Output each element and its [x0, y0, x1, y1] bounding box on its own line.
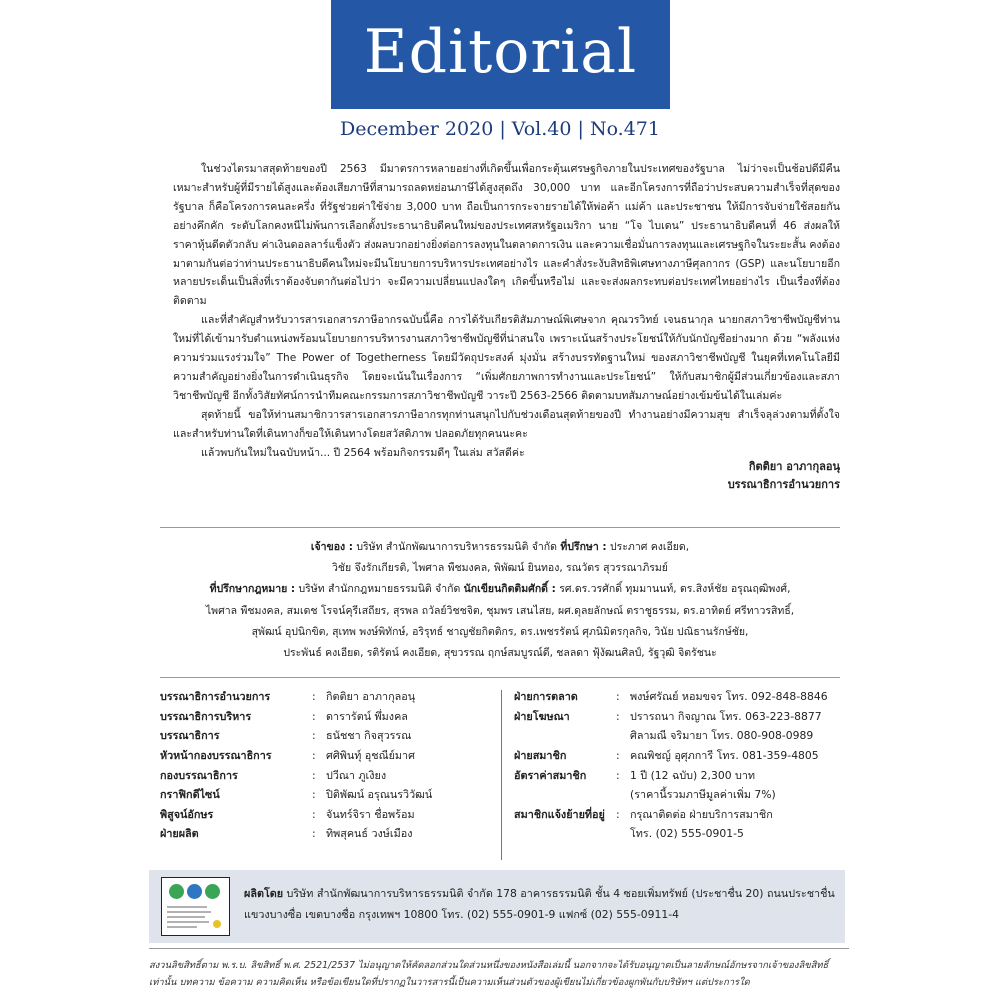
staff-label: พิสูจน์อักษร: [160, 807, 214, 821]
produced-label: ผลิตโดย: [244, 887, 284, 900]
copyright-notice: สงวนลิขสิทธิ์ตาม พ.ร.บ. ลิขสิทธิ์ พ.ศ. 2521/2537 ไม่อนุญาตให้คัดลอกส่วนใดส่วนหนึ่งของหนังสือเล่มนี้ นอกจากจะได้รับอนุญาตเป็นลายลักษณ์อักษรจากเจ้าของลิขสิทธิ์เท่านั้น บทความ ข้อความ ความคิดเห็น หรือข้อเขียนใดที่ปรากฏในวารสารนี้เป็นความเห็นส่วนตัวของผู้เขียนไม่เกี่ยวข้องผูกพันกับบริษัทฯ แต่ประการใด: [149, 960, 829, 988]
staff-label: กองบรรณาธิการ: [160, 768, 238, 782]
recycle-icon: [205, 884, 220, 899]
editorial-banner: [331, 0, 670, 109]
staff-value: ศศิพินทุ์ อุชณีย์มาศ: [326, 749, 415, 763]
credits-line: วิชัย จึงรักเกียรติ, ไพศาล พืชมงคล, พิพัฒน์ ยินทอง, รณวัตร สุวรรณาภิรมย์: [332, 562, 668, 575]
staff-label: บรรณาธิการอำนวยการ: [160, 690, 271, 704]
staff-list-left: [160, 687, 490, 844]
staff-label: หัวหน้ากองบรรณาธิการ: [160, 749, 272, 763]
staff-value: 1 ปี (12 ฉบับ) 2,300 บาท: [630, 768, 756, 782]
staff-value: ดารารัตน์ พึ่มงคล: [326, 709, 408, 723]
paragraph: แล้วพบกันใหม่ในฉบับหน้า... ปี 2564 พร้อมกิจกรรมดีๆ ในเล่ม สวัสดีค่ะ: [201, 446, 525, 459]
staff-value: (ราคานี้รวมภาษีมูลค่าเพิ่ม 7%): [630, 788, 776, 802]
logo-fine-print: [167, 904, 223, 930]
paragraph: และที่สำคัญสำหรับวารสารเอกสารภาษีอากรฉบับนี้คือ การได้รับเกียรติสัมภาษณ์พิเศษจาก คุณวรวิทย์ เจนธนากุล นายกสภาวิชาชีพบัญชีท่านใหม่ที่ได้เข้ามารับตำแหน่งพร้อมนโยบายการบริหารงานสภาวิชาชีพบัญชีที่น่าสนใจ เพราะเน้นสร้างประโยชน์ให้กับนักบัญชีอย่างมาก ด้วย “พลังแห่งความร่วมแรงร่วมใจ” The Power of Togetherness โดยมีวัตถุประสงค์ มุ่งมั่น สร้างบรรทัดฐานใหม่ ของสภาวิชาชีพบัญชี ในยุคที่เทคโนโลยีมีความสำคัญอย่างยิ่งในการดำเนินธุรกิจ โดยจะเน้นในเรื่องการ “เพิ่มศักยภาพการทำงานและประโยชน์” ให้กับสมาชิกผู้มีส่วนเกี่ยวข้องและสภาวิชาชีพบัญชี อีกทั้งวิสัยทัศน์การนำทีมคณะกรรมการสภาวิชาชีพบัญชี วาระปี 2563-2566 ติดตามบทสัมภาษณ์อย่างเข้มข้นได้ในเล่มค่ะ: [173, 314, 840, 402]
credits-line: [160, 537, 840, 558]
legal-value: บริษัท สำนักกฎหมายธรรมนิติ จำกัด: [298, 583, 461, 596]
staff-value: ธนัชชา กิจสุวรรณ: [326, 729, 412, 743]
staff-label: ฝ่ายการตลาด: [514, 690, 578, 704]
staff-row: สมาชิกแจ้งย้ายที่อยู่ : กรุณาติดต่อ ฝ่ายบริการสมาชิก: [514, 807, 773, 821]
paragraph: สุดท้ายนี้ ขอให้ท่านสมาชิกวารสารเอกสารภาษีอากรทุกท่านสนุกไปกับช่วงเดือนสุดท้ายของปี ทำงานอย่างมีความสุข สำเร็จลุล่วงตามที่ตั้งใจ และสำหรับท่านใดที่เดินทางก็ขอให้เดินทางโดยสวัสดิภาพ ปลอดภัยทุกคนนะคะ: [173, 408, 840, 440]
staff-label: ฝ่ายสมาชิก: [514, 749, 567, 763]
credits-line: ไพศาล พืชมงคล, สมเดช โรจน์คุรีเสถียร, สุรพล ถวัลย์วิชชจิต, ชุมพร เสนไสย, ผศ.ดุลยลักษณ์ ตราชูธรรม, ดร.อาทิตย์ ศรีทาวรสิทธิ์,: [205, 604, 795, 617]
staff-label: สมาชิกแจ้งย้ายที่อยู่: [514, 807, 605, 821]
staff-list-right: [514, 687, 844, 844]
drop-icon: [187, 884, 202, 899]
staff-row: ฝ่ายสมาชิก : คณพิชญ์ อุศุภการี โทร. 081-359-4805: [514, 749, 819, 763]
staff-row: ฝ่ายผลิต : ทิพสุคนธ์ วงษ์เมือง: [160, 827, 413, 841]
staff-row: [514, 726, 844, 746]
owner-label: เจ้าของ :: [310, 541, 354, 553]
honor-label: นักเขียนกิตติมศักดิ์ :: [463, 583, 556, 596]
staff-label: บรรณาธิการบริหาร: [160, 709, 252, 723]
staff-row: กราฟิกดีไซน์ : ปิติพัฒน์ อรุณนรวิวัฒน์: [160, 788, 433, 802]
staff-label: กราฟิกดีไซน์: [160, 788, 220, 802]
paragraph: ในช่วงไตรมาสสุดท้ายของปี 2563 มีมาตรการหลายอย่างที่เกิดขึ้นเพื่อกระตุ้นเศรษฐกิจภายในประเทศของรัฐบาล ไม่ว่าจะเป็นช้อปดีมีคืน เหมาะสำหรับผู้ที่มีรายได้สูงและต้องเสียภาษีที่สามารถลดหย่อนภาษีได้สูงสุดถึง 30,000 บาท และอีกโครงการที่ถือว่าประสบความสำเร็จที่สุดของรัฐบาล ก็คือโครงการคนละครึ่ง ที่รัฐช่วยค่าใช้จ่าย 3,000 บาท ถือเป็นการกระจายรายได้ให้พ่อค้า แม่ค้า และประชาชน ให้มีการจับจ่ายใช้สอยกันอย่างคึกคัก ระดับโลกคงหนีไม่พ้นการเลือกตั้งประธานาธิบดีคนใหม่ของประเทศสหรัฐอเมริกา นาย “โจ ไบเดน” ประธานาธิบดีคนที่ 46 ส่งผลให้ราคาหุ้นดีดตัวกลับ ค่าเงินดอลลาร์แข็งตัว ส่งผลบวกอย่างยิ่งต่อการลงทุนในตลาดการเงิน และความเชื่อมั่นการลงทุนและเศรษฐกิจในระยะสั้น คงต้องมาตามกันต่อว่าท่านประธานาธิบดีคนใหม่จะมีนโยบายการบริหารประเทศอย่างไร และคำสั่งระงับสิทธิพิเศษทางภาษีศุลกากร (GSP) และนโยบายอีกหลายประเด็นเป็นสิ่งที่เราต้องจับตากันต่อไปว่า จะมีความเปลี่ยนแปลงใดๆ เกิดขึ้นหรือไม่ และจะส่งผลกระทบต่อประเทศไทยอย่างไร เป็นเรื่องที่ต้องติดตาม: [173, 163, 840, 308]
staff-label: อัตราค่าสมาชิก: [514, 768, 587, 782]
credits-block: [160, 537, 840, 664]
green-label-logo: [161, 877, 230, 936]
staff-row: [514, 824, 844, 844]
editorial-body: [173, 160, 840, 463]
staff-row: อัตราค่าสมาชิก : 1 ปี (12 ฉบับ) 2,300 บาท: [514, 768, 756, 782]
staff-label: ฝ่ายโฆษณา: [514, 709, 570, 723]
credits-line: สุพัฒน์ อุปนิกขิต, สุเทพ พงษ์พิทักษ์, อริรุทธ์ ชาญชัยกิตติกร, ดร.เพชรรัตน์ ศุภนิมิตรกุลกิจ, วินัย ปณิธานรักษ์ชัย,: [251, 625, 749, 638]
divider: [160, 527, 840, 528]
staff-row: [514, 785, 844, 805]
advisor-label: ที่ปรึกษา :: [560, 541, 607, 553]
signature-role: บรรณาธิการอำนวยการ: [727, 478, 840, 491]
honor-value: รศ.ดร.วรศักดิ์ ทุมมานนท์, ดร.สิงห์ชัย อรุณฤฒิพงศ์,: [559, 583, 791, 596]
staff-value: ปรารถนา กิจญาณ โทร. 063-223-8877: [630, 709, 822, 723]
staff-value: ศิลามณี จริมายา โทร. 080-908-0989: [630, 729, 814, 743]
staff-value: ทิพสุคนธ์ วงษ์เมือง: [326, 827, 413, 841]
staff-label: บรรณาธิการ: [160, 729, 220, 743]
staff-row: ฝ่ายโฆษณา : ปรารถนา กิจญาณ โทร. 063-223-8877: [514, 709, 822, 723]
staff-row: บรรณาธิการ : ธนัชชา กิจสุวรรณ: [160, 729, 412, 743]
produced-text: บริษัท สำนักพัฒนาการบริหารธรรมนิติ จำกัด 178 อาคารธรรมนิติ ชั้น 4 ซอยเพิ่มทรัพย์ (ประชาชื่น 20) ถนนประชาชื่น: [286, 887, 835, 900]
staff-row: บรรณาธิการอำนวยการ : กิตติยา อาภากุลอนุ: [160, 690, 416, 704]
staff-value: กรุณาติดต่อ ฝ่ายบริการสมาชิก: [630, 807, 773, 821]
credits-line: [160, 579, 840, 600]
staff-value: โทร. (02) 555-0901-5: [630, 827, 744, 841]
leaf-icon: [169, 884, 184, 899]
staff-value: ปวีณา ภูเงิยง: [326, 768, 387, 782]
signature: [728, 458, 840, 494]
staff-row: กองบรรณาธิการ : ปวีณา ภูเงิยง: [160, 768, 387, 782]
owner-value: บริษัท สำนักพัฒนาการบริหารธรรมนิติ จำกัด: [356, 541, 557, 553]
advisor-value: ประภาศ คงเอียด,: [609, 541, 690, 553]
staff-value: ปิติพัฒน์ อรุณนรวิวัฒน์: [326, 788, 433, 802]
publisher-info: [244, 883, 839, 925]
staff-value: คณพิชญ์ อุศุภการี โทร. 081-359-4805: [630, 749, 819, 763]
page-title: Editorial: [363, 16, 638, 87]
divider: [160, 677, 840, 678]
staff-value: พงษ์ศรัณย์ หอมขจร โทร. 092-848-8846: [630, 690, 828, 704]
staff-row: หัวหน้ากองบรรณาธิการ : ศศิพินทุ์ อุชณีย์มาศ: [160, 749, 415, 763]
column-divider: [501, 690, 502, 860]
legal-label: ที่ปรึกษากฎหมาย :: [209, 583, 296, 596]
staff-row: ฝ่ายการตลาด : พงษ์ศรัณย์ หอมขจร โทร. 092-848-8846: [514, 690, 828, 704]
publisher-address: แขวงบางซื่อ เขตบางซื่อ กรุงเทพฯ 10800 โทร. (02) 555-0901-9 แฟกซ์ (02) 555-0911-4: [244, 908, 680, 921]
credits-line: ประพันธ์ คงเอียด, รติรัตน์ คงเอียด, สุขวรรณ ฤกษ์สมบูรณ์ดี, ชลลดา ฟุ้งัฒนศิลป์, รัฐวุฒิ จิตรัชนะ: [283, 647, 717, 660]
signature-name: กิตติยา อาภากุลอนุ: [748, 460, 840, 473]
staff-row: บรรณาธิการบริหาร : ดารารัตน์ พึ่มงคล: [160, 709, 408, 723]
divider: [149, 948, 849, 949]
staff-value: จันทร์จิรา ชื่อพร้อม: [326, 807, 415, 821]
issue-line: December 2020 | Vol.40 | No.471: [340, 118, 660, 140]
staff-label: ฝ่ายผลิต: [160, 827, 199, 841]
staff-value: กิตติยา อาภากุลอนุ: [326, 690, 416, 704]
staff-row: พิสูจน์อักษร : จันทร์จิรา ชื่อพร้อม: [160, 807, 415, 821]
